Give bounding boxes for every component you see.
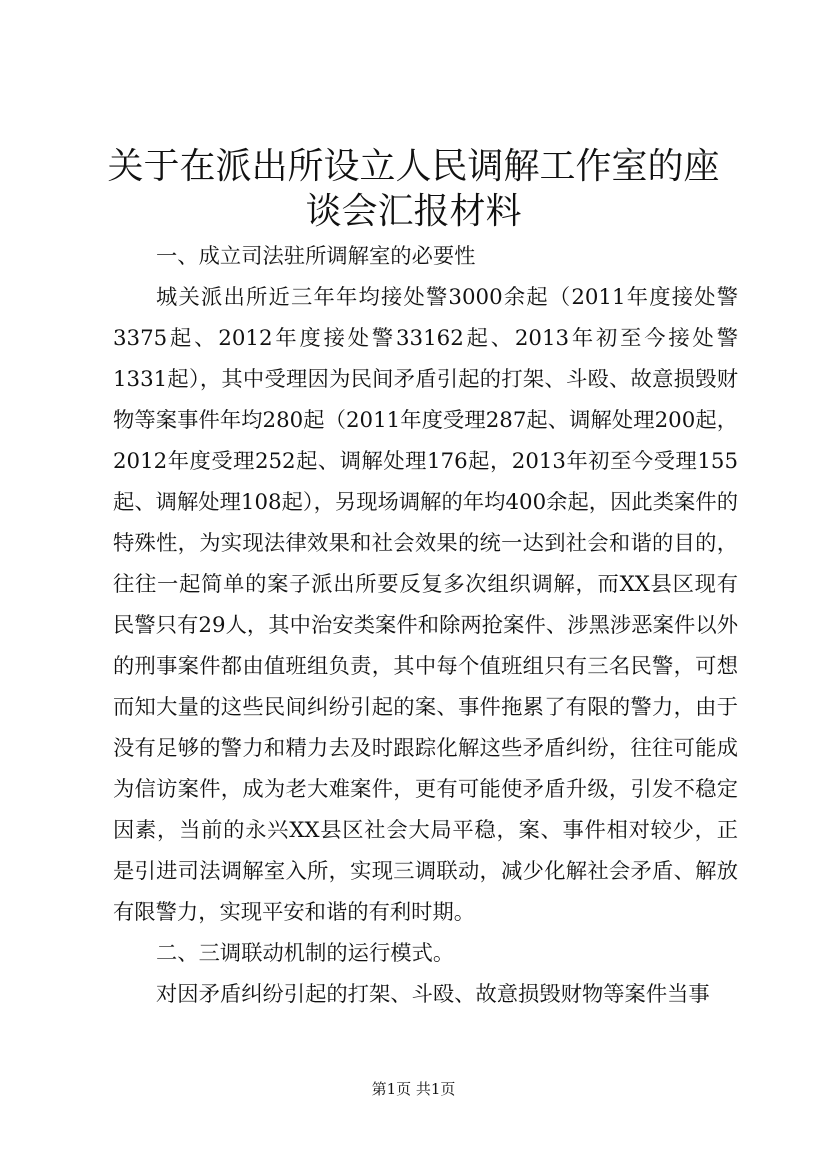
section-heading-2: 二、三调联动机制的运行模式。 — [156, 941, 455, 966]
paragraph-2: 对因矛盾纠纷引起的打架、斗殴、故意损毁财物等案件当事 — [156, 982, 710, 1007]
page-footer: 第1页 共1页 — [371, 1080, 456, 1098]
document-body — [113, 236, 738, 1015]
document-title: 关于在派出所设立人民调解工作室的座谈会汇报材料 — [107, 146, 720, 232]
section-heading-1: 一、成立司法驻所调解室的必要性 — [156, 244, 476, 269]
paragraph-1: 城关派出所近三年年均接处警3000余起（2011年度接处警3375起、2012年度接处警33162起、2013年初至今接处警1331起），其中受理因为民间矛盾引起的打架、斗殴、故意损毁财物等案事件年均280起（2011年度受理287起、调解处理200起，2012年度受理252起、调解处理176起，2013年初至今受理155起、调解处理108起），另现场调解的年均400余起，因此类案件的特殊性，为实现法律效果和社会效果的统一达到社会和谐的目的，往往一起简单的案子派出所要反复多次组织调解，而XX县区现有民警只有29人，其中治安类案件和除两抢案件、涉黑涉恶案件以外的刑事案件都由值班组负责，其中每个值班组只有三名民警，可想而知大量的这些民间纠纷引起的案、事件拖累了有限的警力，由于没有足够的警力和精力去及时跟踪化解这些矛盾纠纷，往往可能成为信访案件，成为老大难案件，更有可能使矛盾升级，引发不稳定因素，当前的永兴XX县区社会大局平稳，案、事件相对较少，正是引进司法调解室入所，实现三调联动，减少化解社会矛盾、解放有限警力，实现平安和谐的有利时期。 — [113, 285, 738, 925]
